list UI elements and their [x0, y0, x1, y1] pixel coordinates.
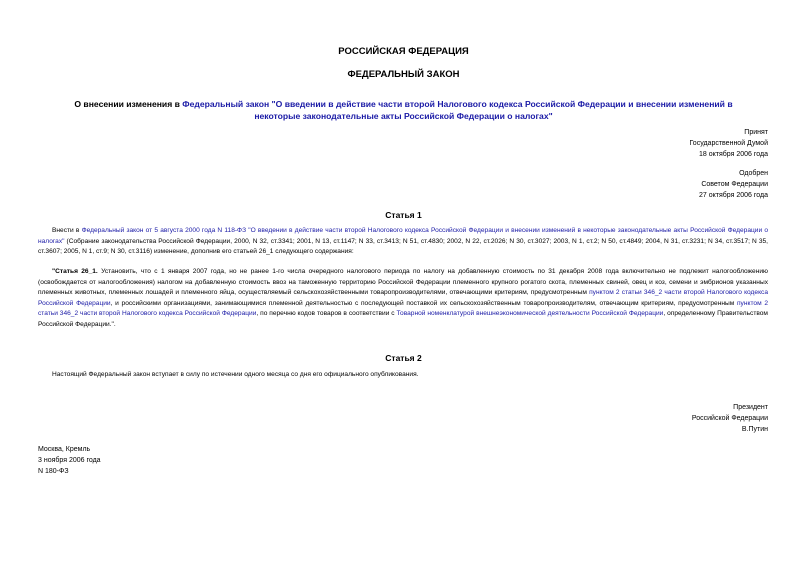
law-title-link[interactable]: Федеральный закон "О введении в действие части второй Налогового кодекса Российской Федерации и внесении изменений в некоторые законодательные акты Российской Федерации о налогах"	[182, 99, 733, 121]
approved-line1: Одобрен	[739, 170, 768, 177]
signature-block	[692, 402, 768, 435]
place-date-block	[38, 444, 101, 477]
signature-name: В.Путин	[741, 426, 768, 433]
law-title	[60, 98, 747, 122]
adopted-line1: Принят	[744, 129, 768, 136]
country-heading: РОССИЙСКАЯ ФЕДЕРАЦИЯ	[338, 46, 469, 57]
article1-p2-text-c: , по перечню кодов товаров в соответствии с	[256, 310, 397, 317]
article1-p2-text-d: , определенному Правительством Российской Федерации.".	[38, 310, 768, 328]
law-title-prefix: О внесении изменения в	[74, 99, 183, 109]
commodity-nomenclature-link[interactable]: Товарной номенклатурой внешнеэкономической деятельности Российской Федерации	[396, 310, 664, 317]
article2-heading: Статья 2	[385, 353, 422, 363]
law-118-title-link[interactable]: "О введении в действие части второй Налогового кодекса Российской Федерации и внесении изменений в некоторые законодательные акты Российской Федерации о налогах"	[38, 227, 768, 245]
adopted-date: 18 октября 2006 года	[699, 151, 768, 158]
article1-paragraph2	[38, 267, 768, 330]
article-26-1-label: "Статья 26_1.	[52, 268, 98, 275]
article1-p1-text-a: Внести в	[52, 227, 82, 234]
article1-heading: Статья 1	[385, 210, 422, 220]
signing-date: 3 ноября 2006 года	[38, 457, 101, 464]
signature-title: Президент	[733, 404, 768, 411]
adopted-block	[689, 127, 768, 160]
approved-date: 27 октября 2006 года	[699, 192, 768, 199]
signature-country: Российской Федерации	[691, 415, 768, 422]
approved-block	[699, 168, 768, 201]
article2-paragraph: Настоящий Федеральный закон вступает в силу по истечении одного месяца со дня его официального опубликования.	[52, 371, 419, 378]
place: Москва, Кремль	[38, 446, 91, 453]
tax-code-346-2-link-2[interactable]: пунктом 2 статьи 346_2 части второй Налогового кодекса Российской Федерации	[38, 299, 768, 317]
article1-p2-text-a: Установить, что с 1 января 2007 года, но не ранее 1-го числа очередного налогового периода по налогу на добавленную стоимость по 31 декабря 2008 года включительно не подлежит налогообложению (освобождается от налогообложения) налогом на добавленную стоимость ввоз на таможенную территорию Российской Федерации племенного крупного рогатого скота, племенных свиней, овец и коз, семени и эмбрионов указанных племенных животных, племенных лошадей и племенного яйца, осуществляемый сельскохозяйственными товаропроизводителями, отвечающими критериям, предусмотренным	[38, 268, 768, 296]
tax-code-346-2-link-1[interactable]: пунктом 2 статьи 346_2 части второй Налогового кодекса Российской Федерации	[38, 289, 768, 307]
article1-paragraph1	[38, 226, 768, 258]
doc-type-heading: ФЕДЕРАЛЬНЫЙ ЗАКОН	[347, 69, 460, 80]
article1-p1-text-b: (Собрание законодательства Российской Федерации, 2000, N 32, ст.3341; 2001, N 13, ст.1147; N 33, ст.3413; N 51, ст.4830; 2002, N 22, ст.2026; N 30, ст.3027; 2003, N 1, ст.2; N 50, ст.4849; 2004, N 31, ст.3231; N 34, ст.3517; N 35, ст.3607; 2005, N 1, ст.9; N 30, ст.3116) изменение, дополнив его статьей 26_1 следующего содержания:	[38, 237, 768, 255]
article1-p2-text-b: , и российскими организациями, занимающимися племенной деятельностью с последующей поставкой их сельскохозяйственным товаропроизводителям, отвечающим критериям, предусмотренным	[110, 299, 737, 307]
law-118-link[interactable]: Федеральный закон от 5 августа 2000 года N 118-ФЗ	[81, 227, 247, 234]
approved-line2: Советом Федерации	[701, 181, 768, 188]
law-number: N 180-ФЗ	[38, 468, 69, 475]
adopted-line2: Государственной Думой	[689, 140, 768, 147]
